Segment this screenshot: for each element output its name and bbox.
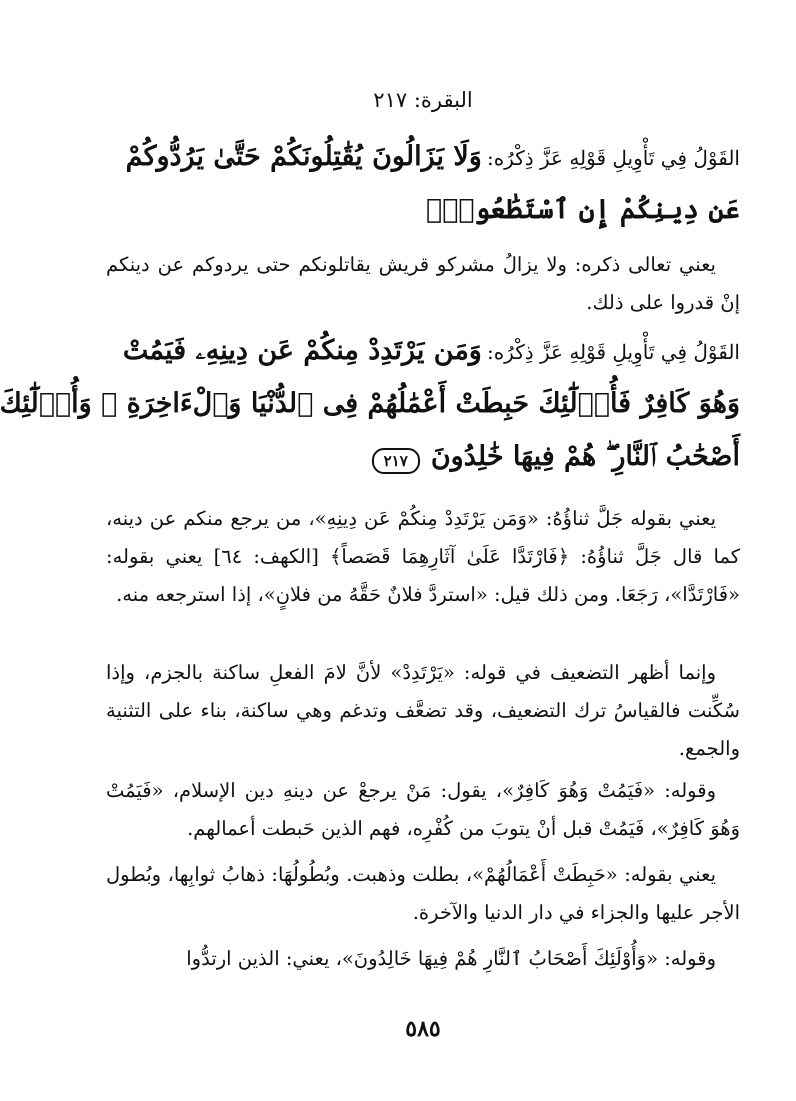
commentary-2 — [106, 500, 740, 614]
paragraph: وقوله: «فَيَمُتْ وَهُوَ كَافِرٌ»، يقول: مَنْ يرجعْ عن دينهِ دين الإسلام، «فَيَمُتْ وَهُوَ كَافِرٌ»، فَيَمُتْ قبل أنْ يتوبَ من كُفْرِه، فهم الذين حَبطت أعمالهم. — [106, 779, 740, 840]
verse-number-badge: ٢١٧ — [372, 448, 420, 474]
quran-text: أَصْحَٰبُ ٱلنَّارِ ۖ هُمْ فِيهَا خَٰلِدُونَ — [430, 441, 740, 472]
quran-text: وَلَا يَزَالُونَ يُقَٰتِلُونَكُمْ حَتَّىٰ يَرُدُّوكُمْ — [125, 141, 482, 172]
paragraph: يعني بقوله: «حَبِطَتْ أَعْمَالُهُمْ»، بطلت وذهبت. وبُطُولُهَا: ذهابُ ثوابِها، وبُطول الأجر عليها والجزاء في دار الدنيا والآخرة. — [106, 863, 740, 924]
commentary-5 — [106, 856, 740, 932]
verse-line — [106, 132, 740, 185]
verse-line — [106, 432, 740, 485]
commentary-3 — [106, 654, 740, 768]
paragraph: وإنما أظهر التضعيف في قوله: «يَرْتَدِدْ» لأنَّ لامَ الفعلِ ساكنة بالجزم، وإذا سُكِّنت فالقياسُ ترك التضعيف، وقد تضعَّف وتدغم وهي ساكنة، بناء على التثنية والجمع. — [106, 661, 740, 760]
commentary-4 — [106, 772, 740, 848]
verse-line — [106, 185, 740, 238]
verse-block-2 — [0, 326, 740, 485]
verse-intro: القَوْلُ فِي تَأْوِيلِ قَوْلِهِ عَزَّ ذِكْرُه: — [486, 146, 740, 170]
verse-intro: القَوْلُ فِي تَأْوِيلِ قَوْلِهِ عَزَّ ذِكْرُه: — [486, 340, 740, 364]
page-header: البقرة: ٢١٧ — [373, 88, 473, 112]
commentary-6 — [106, 940, 740, 978]
paragraph: يعني تعالى ذكره: ولا يزالُ مشركو قريش يقاتلونكم حتى يردوكم عن دينكم إنْ قدروا على ذلك. — [106, 253, 740, 314]
quran-text: وَمَن يَرْتَدِدْ مِنكُمْ عَن دِينِهِۦ فَيَمُتْ — [122, 335, 482, 366]
quran-text: عَن دِينِكُمْ إِنِ ٱسْتَطَٰعُوا۟ۚ — [425, 194, 740, 225]
verse-line — [106, 326, 740, 379]
page-number: ٥٨٥ — [405, 1016, 441, 1042]
commentary-1 — [106, 246, 740, 322]
quran-text: وَهُوَ كَافِرٌ فَأُو۟لَٰٓئِكَ حَبِطَتْ أَعْمَٰلُهُمْ فِى ٱلدُّنْيَا وَٱلْءَاخِرَةِ ۖ وَأُو۟لَٰٓئِكَ — [0, 388, 740, 419]
verse-line — [0, 379, 740, 432]
verse-block-1 — [106, 132, 740, 238]
paragraph: يعني بقوله جَلَّ ثناؤُهُ: «وَمَن يَرْتَدِدْ مِنكُمْ عَن دِينِهِ»، من يرجع منكم عن دينه، كما قال جَلَّ ثناؤُهُ: ﴿فَارْتَدَّا عَلَىٰ آثَارِهِمَا قَصَصاً﴾ [الكهف: ٦٤] يعني بقوله: «فَارْتَدَّا»، رَجَعَا. ومن ذلك قيل: «استردَّ فلانٌ حَقَّهُ من فلانٍ»، إذا استرجعه منه. — [106, 507, 741, 606]
paragraph: وقوله: «وَأُوْلَئِكَ أَصْحَابُ ٱلنَّارِ هُمْ فِيهَا خَالِدُونَ»، يعني: الذين ارتدُّوا — [186, 947, 716, 970]
